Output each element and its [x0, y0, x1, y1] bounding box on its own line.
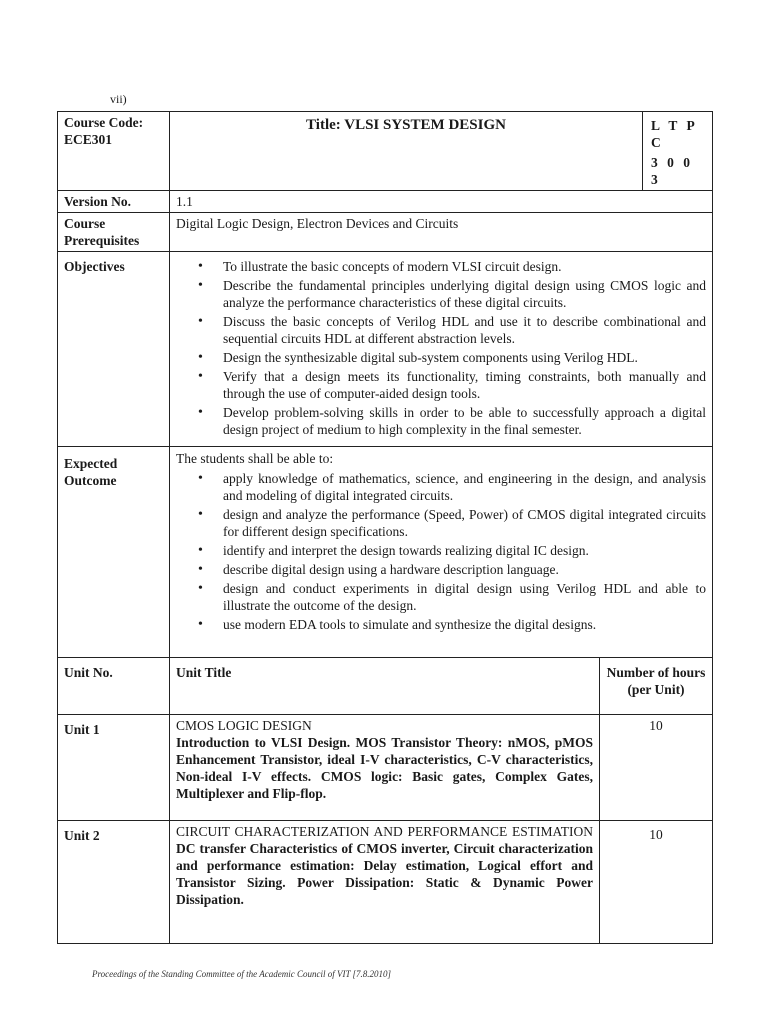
list-item: • use modern EDA tools to simulate and synthesize the digital designs.: [176, 616, 706, 633]
unit-content: [170, 821, 600, 944]
list-item: • identify and interpret the design towards realizing digital IC design.: [176, 542, 706, 559]
outcome-list: [176, 470, 706, 633]
unit-no: Unit 1: [58, 715, 170, 821]
course-code-label: Course Code:: [64, 115, 144, 130]
outcome-cell: [170, 447, 713, 658]
list-item: • apply knowledge of mathematics, science, and engineering in the design, and analysis and modeling of digital integrated circuits.: [176, 470, 706, 504]
list-item: • design and analyze the performance (Speed, Power) of CMOS digital integrated circuits for different design specifications.: [176, 506, 706, 540]
unit-heading: CMOS LOGIC DESIGN: [176, 718, 312, 733]
unit-row: [58, 715, 713, 821]
outcome-row: [58, 447, 713, 658]
unit-row: [58, 821, 713, 944]
unit-body: DC transfer Characteristics of CMOS inverter, Circuit characterization and performance estimation: Delay estimation, Logical effort and Transistor Sizing. Power Dissipation: Static & Dynamic Power Dissipation.: [176, 841, 593, 907]
footer-note: Proceedings of the Standing Committee of the Academic Council of VIT [7.8.2010]: [92, 969, 392, 979]
syllabus-table: [57, 111, 713, 944]
prerequisites-label: Course Prerequisites: [58, 213, 170, 252]
list-item: • Describe the fundamental principles underlying digital design using CMOS logic and analyze the performance characteristics of these digital circuits.: [176, 277, 706, 311]
units-header-row: [58, 658, 713, 715]
unit-no-header: Unit No.: [58, 658, 170, 715]
ltpc-cell: [643, 112, 713, 191]
list-item: • Verify that a design meets its functionality, timing constraints, both manually and through the use of computer-aided design tools.: [176, 368, 706, 402]
outcome-label: Expected Outcome: [58, 447, 170, 658]
outcome-intro: The students shall be able to:: [176, 451, 334, 466]
ltpc-label: L T P C: [651, 118, 698, 150]
list-item: • Discuss the basic concepts of Verilog HDL and use it to describe combinational and sequential circuits HDL at different abstraction levels.: [176, 313, 706, 347]
objectives-list: [176, 258, 706, 438]
course-code-cell: [58, 112, 170, 191]
page-marker: vii): [110, 92, 127, 106]
unit-body: Introduction to VLSI Design. MOS Transistor Theory: nMOS, pMOS Enhancement Transistor, ideal I-V characteristics, C-V characteristics, Non-ideal I-V effects. CMOS logic: Basic gates, Complex Gates, Multiplexer and Flip-flop.: [176, 735, 593, 801]
version-label: Version No.: [58, 191, 170, 213]
list-item: • Design the synthesizable digital sub-system components using Verilog HDL.: [176, 349, 706, 366]
hours-header: Number of hours (per Unit): [600, 658, 713, 715]
objectives-cell: [170, 252, 713, 447]
unit-title-header: Unit Title: [170, 658, 600, 715]
ltpc-values: 3 0 0 3: [651, 155, 694, 187]
version-value: 1.1: [170, 191, 713, 213]
list-item: • design and conduct experiments in digital design using Verilog HDL and able to illustrate the outcome of the design.: [176, 580, 706, 614]
unit-content: [170, 715, 600, 821]
course-code: ECE301: [64, 132, 113, 147]
course-title: Title: VLSI SYSTEM DESIGN: [170, 112, 643, 191]
objectives-row: [58, 252, 713, 447]
unit-heading: CIRCUIT CHARACTERIZATION AND PERFORMANCE ESTIMATION: [176, 824, 593, 839]
header-row: [58, 112, 713, 191]
unit-hours: 10: [600, 821, 713, 944]
list-item: • describe digital design using a hardware description language.: [176, 561, 706, 578]
prerequisites-value: Digital Logic Design, Electron Devices and Circuits: [170, 213, 713, 252]
list-item: • Develop problem-solving skills in order to be able to successfully approach a digital design project of medium to high complexity in the final semester.: [176, 404, 706, 438]
version-row: [58, 191, 713, 213]
list-item: • To illustrate the basic concepts of modern VLSI circuit design.: [176, 258, 706, 275]
prerequisites-row: [58, 213, 713, 252]
unit-hours: 10: [600, 715, 713, 821]
unit-no: Unit 2: [58, 821, 170, 944]
objectives-label: Objectives: [58, 252, 170, 447]
